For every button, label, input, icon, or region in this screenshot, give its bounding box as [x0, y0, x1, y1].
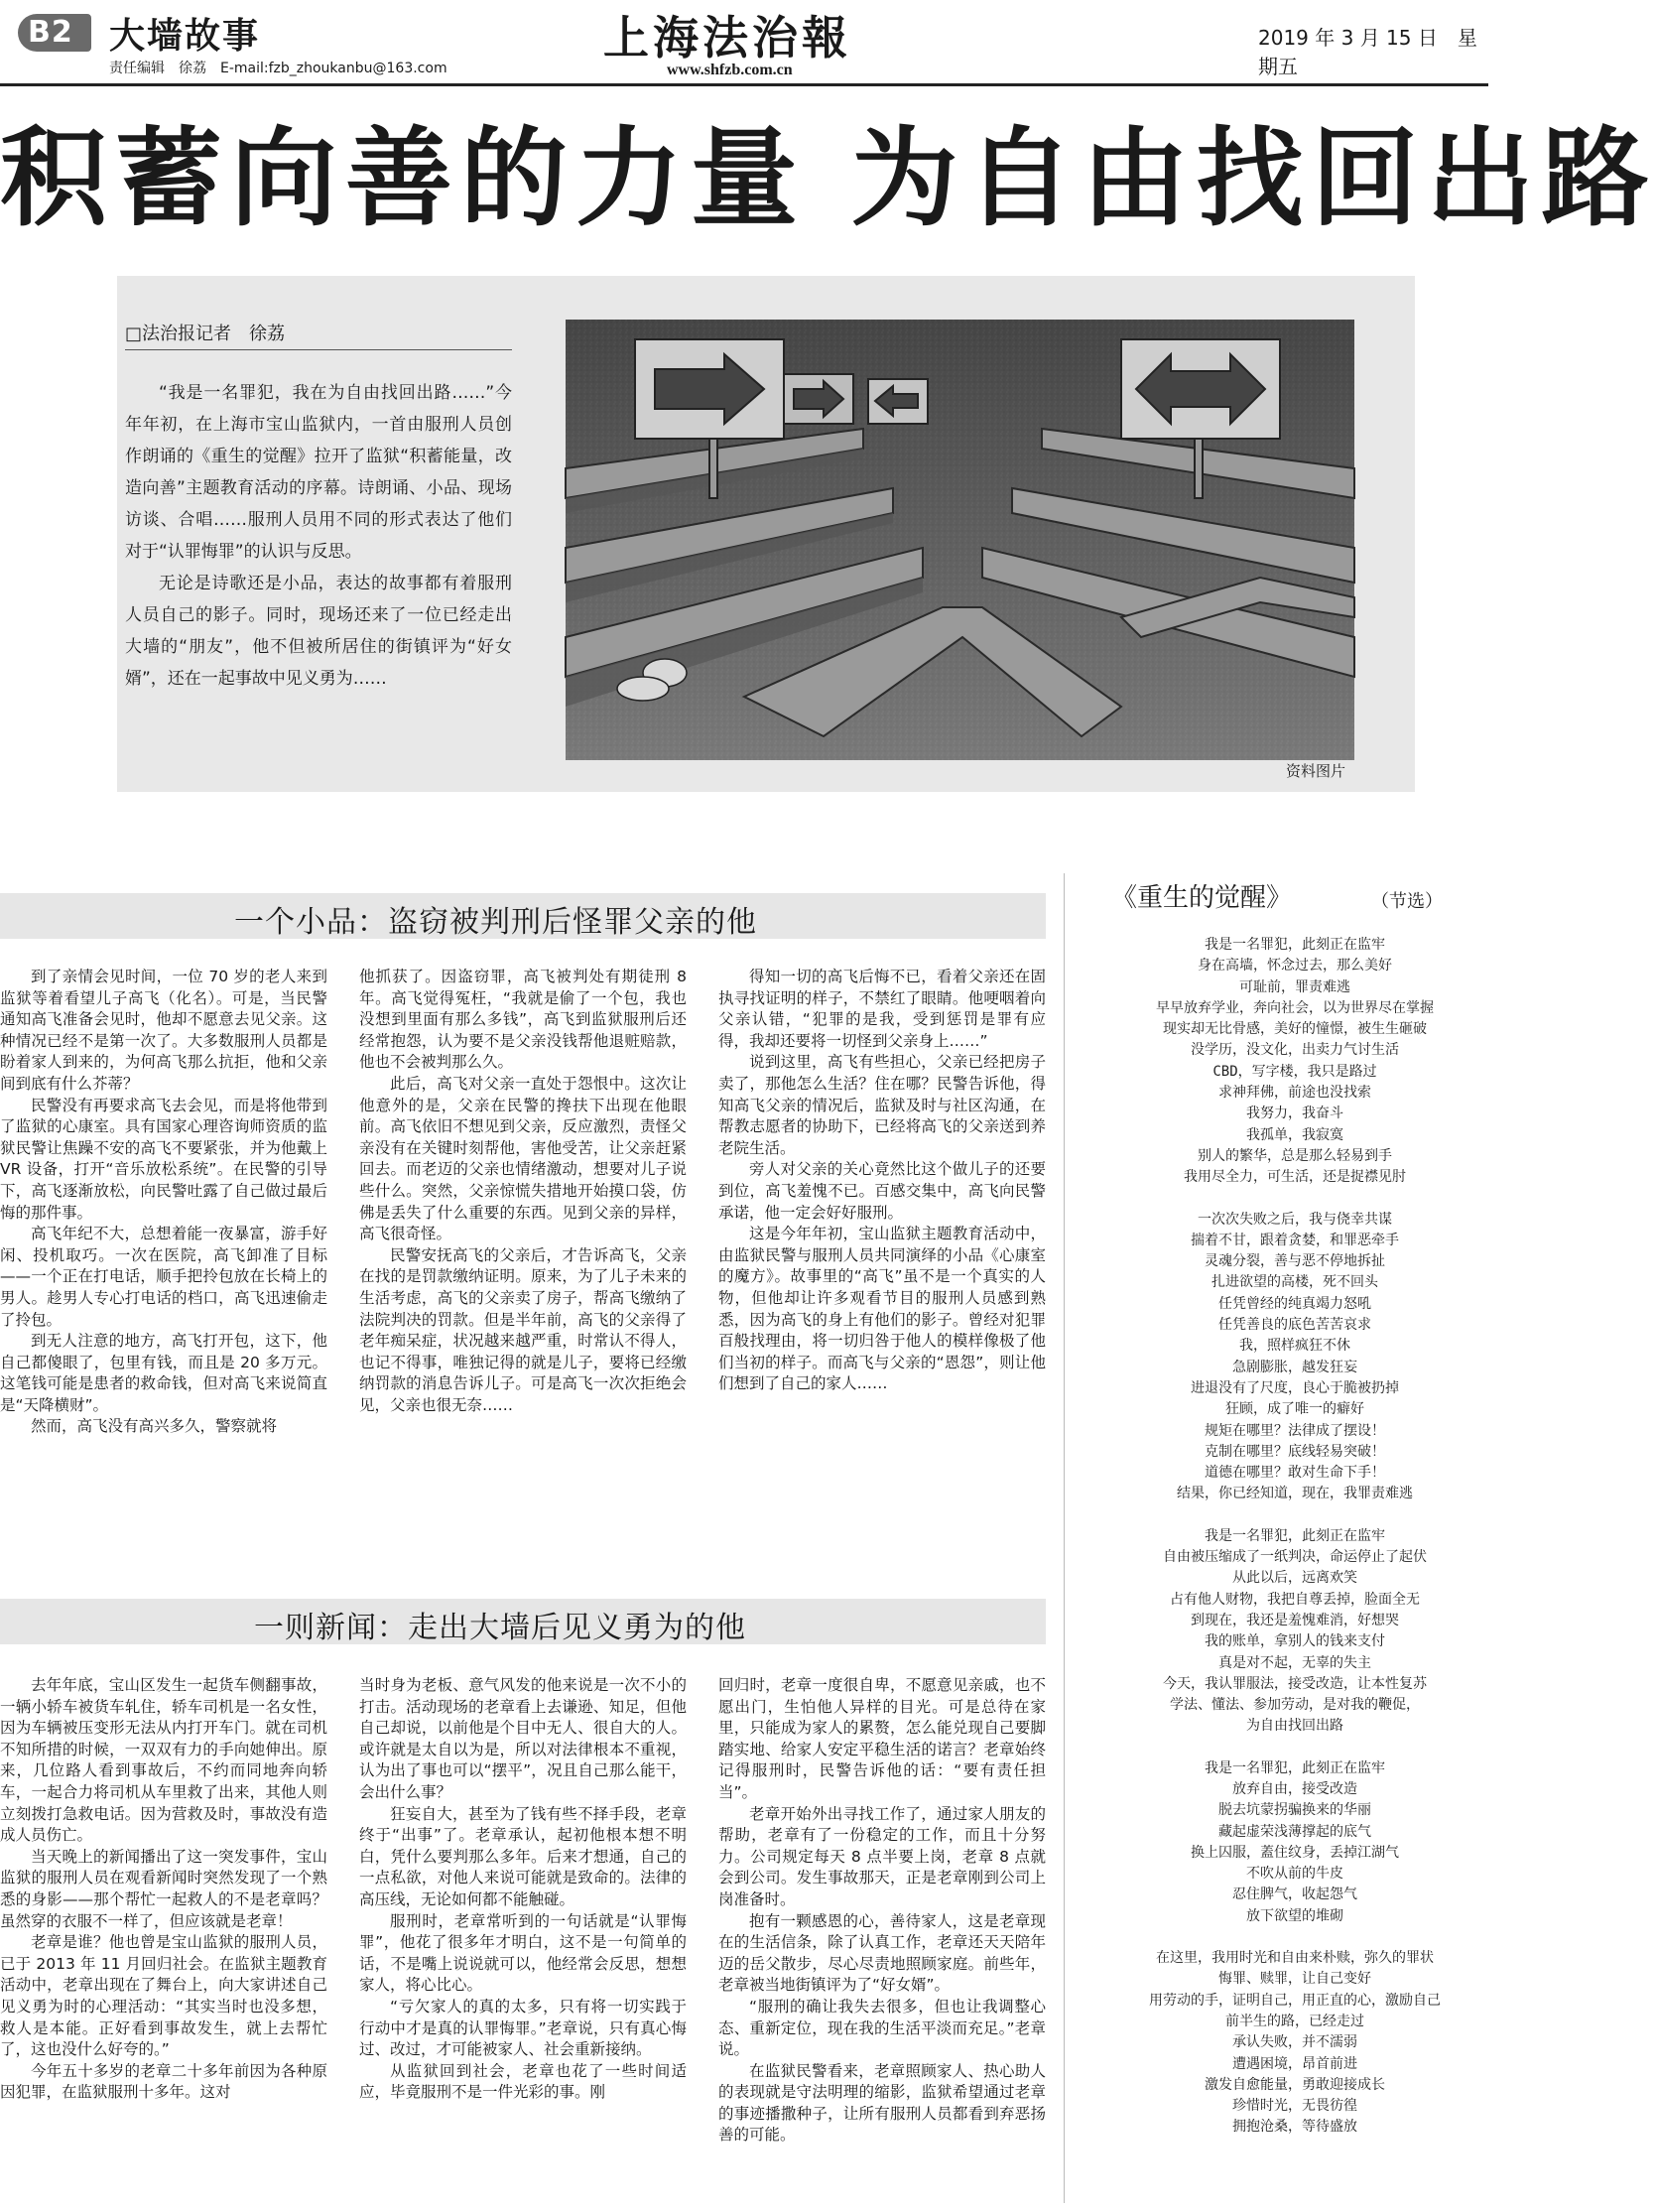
poem-line: 克制在哪里？底线轻易突破！ [1205, 1443, 1385, 1460]
poem-stanza [1111, 1210, 1478, 1505]
poem-line: 身在高墙，怀念过去，那么美好 [1198, 958, 1392, 975]
poem-line: 放下欲望的堆砌 [1246, 1907, 1343, 1924]
poem-line: 进退没有了尺度，良心于脆被扔掉 [1191, 1379, 1399, 1396]
section-title-skit: 一个小品：盗窃被判刑后怪罪父亲的他 [234, 905, 757, 940]
paragraph: 当天晚上的新闻播出了这一突发事件，宝山监狱的服刑人员在观看新闻时突然发现了一个熟悉的身影——那个帮忙一起救人的不是老章吗？虽然穿的衣服不一样了，但应该就是老章！ [0, 1847, 327, 1930]
paragraph: 今年五十多岁的老章二十多年前因为各种原因犯罪，在监狱服刑十多年。这对 [0, 2061, 327, 2102]
paragraph: 去年年底，宝山区发生一起货车侧翻事故，一辆小轿车被货车轧住，轿车司机是一名女性，因为车辆被压变形无法从内打开车门。就在司机不知所措的时候，一双双有力的手向她伸出。原来，几位路人看到事故后，不约而同地奔向轿车，一起合力将司机从车里救了出来，其他人则立刻拨打急救电话。因为营救及时，事故没有造成人员伤亡。 [0, 1676, 327, 1845]
paragraph: 然而，高飞没有高兴多久，警察就将 [31, 1417, 278, 1436]
poem-line: 忍住脾气，收起怨气 [1232, 1887, 1357, 1903]
maze-illustration-image [566, 320, 1354, 760]
poem-line: 我努力，我奋斗 [1246, 1106, 1343, 1122]
intro-paragraph: 无论是诗歌还是小品，表达的故事都有着服刑人员自己的影子。同时，现场还来了一位已经走出大墙的“朋友”，他不但被所居住的街镇评为“好女婿”，还在一起事故中见义勇为…… [125, 574, 512, 689]
poem-line: 我是一名罪犯，此刻正在监牢 [1205, 937, 1385, 953]
paragraph: 高飞年纪不大，总想着能一夜暴富，游手好闲、投机取巧。一次在医院，高飞卸准了目标——一个正在打电话，顺手把拎包放在长椅上的男人。趁男人专心打电话的档口，高飞迅速偷走了拎包。 [0, 1225, 327, 1329]
paragraph: “亏欠家人的真的太多，只有将一切实践于行动中才是真的认罪悔罪。”老章说，只有真心悔过、改过，才可能被家人、社会重新接纳。 [359, 1997, 687, 2059]
paragraph: 旁人对父亲的关心竟然比这个做儿子的还要到位，高飞羞愧不已。百感交集中，高飞向民警承诺，他一定会好好服刑。 [718, 1160, 1046, 1222]
paragraph: 到无人注意的地方，高飞打开包，这下，他自己都傻眼了，包里有钱，而且是 20 多万元。这笔钱可能是患者的救命钱，但对高飞来说简直是“天降横财”。 [0, 1332, 327, 1414]
poem-line: 放弃自由，接受改造 [1232, 1780, 1357, 1797]
poem-line: 道德在哪里？敢对生命下手！ [1205, 1465, 1385, 1482]
paragraph: 这是今年年初，宝山监狱主题教育活动中，由监狱民警与服刑人员共同演绎的小品《心康室的魔方》。故事里的“高飞”虽不是一个真实的人物，但他却让许多观看节目的服刑人员感到熟悉，因为高飞的身上有他们的影子。曾经对犯罪百般找理由，将一切归咎于他人的模样像极了他们当初的样子。而高飞与父亲的“恩怨”，则让他们想到了自己的家人…… [718, 1225, 1046, 1393]
photo-credit: 资料图片 [1286, 762, 1346, 780]
poem-stanza [1111, 1948, 1478, 2139]
poem-line: 悔罪、赎罪，让自己变好 [1218, 1971, 1371, 1988]
poem-line: 激发自愈能量，勇敢迎接成长 [1205, 2076, 1385, 2093]
paragraph: 狂妄自大，甚至为了钱有些不择手段，老章终于“出事”了。老章承认，起初他根本想不明白，凭什么要判那么多年。后来才想通，自己的一点私欲，对他人来说可能就是致命的。法律的高压线，无论如何都不能触碰。 [359, 1804, 687, 1908]
maze-illustration [566, 320, 1354, 760]
poem-line: 真是对不起，无辜的失主 [1218, 1654, 1371, 1671]
column-divider [1064, 873, 1065, 2203]
poem-line: 我孤单，我寂寞 [1246, 1126, 1343, 1143]
paragraph: “服刑的确让我失去很多，但也让我调整心态、重新定位，现在我的生活平淡而充足。”老章说。 [718, 1997, 1046, 2059]
poem-line: 承认失败，并不濡弱 [1232, 2034, 1357, 2051]
masthead-divider [0, 83, 1488, 86]
paragraph: 从监狱回到社会，老章也花了一些时间适应，毕竟服刑不是一件光彩的事。刚 [359, 2061, 687, 2102]
paragraph: 到了亲情会见时间，一位 70 岁的老人来到监狱等着看望儿子高飞（化名）。可是，当民警通知高飞准备会见时，他却不愿意去见父亲。这种情况已经不是第一次了。大多数服刑人员都是盼着家人到来的，为何高飞那么抗拒，他和父亲间到底有什么芥蒂？ [0, 968, 327, 1093]
byline-divider [125, 349, 512, 350]
poem-line: 别人的繁华，总是那么轻易到手 [1198, 1147, 1392, 1164]
poem-line: 狂顾，成了唯一的癖好 [1225, 1401, 1364, 1418]
publication-date: 2019 年 3 月 15 日 星期五 [1258, 26, 1477, 78]
intro-text [125, 377, 512, 695]
paragraph: 回归时，老章一度很自卑，不愿意见亲戚，也不愿出门，生怕他人异样的目光。可是总待在家里，只能成为家人的累赘，怎么能兑现自己要脚踏实地、给家人安定平稳生活的诺言？老章始终记得服刑时，民警告诉他的话：“要有责任担当”。 [718, 1676, 1046, 1801]
poem-line: 不吹从前的牛皮 [1246, 1866, 1343, 1883]
poem-line: 任凭曾经的纯真竭力怒吼 [1218, 1295, 1371, 1312]
section2-column-3 [718, 1675, 1046, 2147]
byline: □法治报记者 徐荔 [125, 324, 286, 344]
page-headline: 积蓄向善的力量 为自由找回出路 [0, 117, 1657, 241]
editor-line: 责任编辑 徐荔 E-mail:fzb_zhoukanbu@163.com [109, 61, 447, 76]
poem-line: 任凭善良的底色苦苦哀求 [1218, 1317, 1371, 1334]
poem-line: 拥抱沧桑，等待盛放 [1232, 2119, 1357, 2136]
poem-subtitle: （节选） [1371, 891, 1443, 912]
poem-line: 规矩在哪里？法律成了摆设！ [1205, 1422, 1385, 1439]
poem-line: 我，照样疯狂不休 [1239, 1338, 1350, 1355]
poem-body [1111, 935, 1478, 2159]
paragraph: 他抓获了。因盗窃罪，高飞被判处有期徒刑 8 年。高飞觉得冤枉，“我就是偷了一个包，我也没想到里面有那么多钱”，高飞到监狱服刑后还经常抱怨，认为要不是父亲没钱帮他退赃赔款，他也不会被判那么久。 [359, 968, 687, 1072]
poem-line: 早早放弃学业，奔向社会，以为世界尽在掌握 [1156, 999, 1434, 1016]
poem-line: 一次次失败之后，我与侥幸共谋 [1198, 1211, 1392, 1228]
poem-line: 结果，你已经知道，现在，我罪责难逃 [1177, 1486, 1413, 1502]
poem-line: 前半生的路，已经走过 [1225, 2013, 1364, 2029]
poem-line: 为自由找回出路 [1246, 1718, 1343, 1735]
section-title-news: 一则新闻：走出大墙后见义勇为的他 [254, 1611, 746, 1645]
poem-line: 我是一名罪犯，此刻正在监牢 [1205, 1759, 1385, 1776]
poem-line: 今天，我认罪服法，接受改造，让本性复苏 [1163, 1675, 1427, 1692]
newspaper-url[interactable]: www.shfzb.com.cn [667, 62, 793, 78]
poem-line: 可耻前，罪责难逃 [1239, 978, 1350, 995]
poem-line: 我用尽全力，可生活，还是捉襟见肘 [1184, 1169, 1406, 1186]
poem-line: CBD，写字楼，我只是路过 [1212, 1063, 1377, 1080]
paragraph: 老章是谁？他也曾是宝山监狱的服刑人员，已于 2013 年 11 月回归社会。在监狱主题教育活动中，老章出现在了舞台上，向大家讲述自己见义勇为时的心理活动：“其实当时也没多想，救人是本能。正好看到事故发生，就上去帮忙了，这也没什么好夸的。” [0, 1933, 327, 2059]
poem-line: 灵魂分裂，善与恶不停地拆扯 [1205, 1253, 1385, 1270]
paragraph: 服刑时，老章常听到的一句话就是“认罪悔罪”，他花了很多年才明白，这不是一句简单的话，不是嘴上说说就可以，他经常会反思，想想家人，将心比心。 [359, 1911, 687, 1995]
poem-line: 珍惜时光，无畏彷徨 [1232, 2098, 1357, 2115]
poem-line: 换上囚服，蓋住纹身，丢掉江湖气 [1191, 1844, 1399, 1861]
section1-column-3 [718, 967, 1046, 1395]
poem-line: 自由被压缩成了一纸判决，命运停止了起伏 [1163, 1549, 1427, 1566]
poem-line: 占有他人财物，我把自尊丢掉，脸面全无 [1170, 1591, 1420, 1608]
section1-column-2 [359, 967, 687, 1416]
paragraph: 抱有一颗感恩的心，善待家人，这是老章现在的生活信条，除了认真工作，老章还天天陪年迈的岳父散步，尽心尽责地照顾家庭。前些年，老章被当地街镇评为了“好女婿”。 [718, 1911, 1046, 1995]
paragraph: 老章开始外出寻找工作了，通过家人朋友的帮助，老章有了一份稳定的工作，而且十分努力。公司规定每天 8 点半要上岗，老章 8 点就会到公司。发生事故那天，正是老章刚到公司上岗准备时。 [718, 1804, 1046, 1908]
poem-line: 没学历，没文化，出卖力气讨生活 [1191, 1042, 1399, 1059]
paragraph: 在监狱民警看来，老章照顾家人、热心助人的表现就是守法明理的缩影，监狱希望通过老章的事迹播撒种子，让所有服刑人员都看到弃恶扬善的可能。 [718, 2061, 1046, 2145]
poem-title: 《重生的觉醒》 [1111, 883, 1293, 913]
poem-stanza [1111, 935, 1478, 1189]
poem-line: 扎进欲望的高楼，死不回头 [1211, 1274, 1378, 1291]
poem-line: 遭遇困境，昂首前进 [1232, 2055, 1357, 2072]
page-number-badge: B2 [18, 14, 91, 52]
poem-line: 我是一名罪犯，此刻正在监牢 [1205, 1527, 1385, 1544]
paragraph: 此后，高飞对父亲一直处于怨恨中。这次让他意外的是，父亲在民警的搀扶下出现在他眼前。高飞依旧不想见到父亲，反应激烈，责怪父亲没有在关键时刻帮他，害他受苦，让父亲赶紧回去。而老迈的父亲也情绪激动，想要对儿子说些什么。突然，父亲惊慌失措地开始摸口袋，仿佛是丢失了什么重要的东西。见到父亲的异样，高飞很奇怪。 [359, 1074, 687, 1243]
poem-line: 我的账单，拿别人的钱来支付 [1205, 1633, 1385, 1650]
paragraph: 民警安抚高飞的父亲后，才告诉高飞，父亲在找的是罚款缴纳证明。原来，为了儿子未来的生活考虑，高飞的父亲卖了房子，帮高飞缴纳了法院判决的罚款。但是半年前，高飞的父亲得了老年痴呆症，状况越来越严重，时常认不得人，也记不得事，唯独记得的就是儿子，要将已经缴纳罚款的消息告诉儿子。可是高飞一次次拒绝会见，父亲也很无奈…… [359, 1245, 687, 1414]
poem-line: 藏起虚荣浅薄撑起的底气 [1218, 1823, 1371, 1840]
newspaper-logo: 上海法治報 [603, 11, 851, 65]
poem-stanza [1111, 1526, 1478, 1738]
poem-line: 现实却无比骨感，美好的憧憬，被生生砸破 [1163, 1021, 1427, 1038]
section2-column-1 [0, 1675, 327, 2104]
poem-stanza [1111, 1758, 1478, 1927]
paragraph: 当时身为老板、意气风发的他来说是一次不小的打击。活动现场的老章看上去谦逊、知足，但他自己却说，以前他是个目中无人、很自大的人。或许就是太自以为是，所以对法律根本不重视，认为出了事也可以“摆平”，况且自己那么能干，会出什么事？ [359, 1676, 687, 1801]
poem-line: 从此以后，远离欢笑 [1232, 1570, 1357, 1587]
paragraph: 得知一切的高飞后悔不已，看着父亲还在固执寻找证明的样子，不禁红了眼睛。他哽咽着向父亲认错，“犯罪的是我，受到惩罚是罪有应得，我却还要将一切怪到父亲身上……” [718, 968, 1046, 1050]
poem-line: 脱去坑蒙拐骗换来的华丽 [1218, 1802, 1371, 1819]
section2-column-2 [359, 1675, 687, 2104]
poem-line: 求神拜佛，前途也没找索 [1218, 1085, 1371, 1102]
section-name: 大墙故事 [109, 16, 261, 57]
poem-line: 急剧膨胀，越发狂妄 [1232, 1359, 1357, 1375]
paragraph: 说到这里，高飞有些担心，父亲已经把房子卖了，那他怎么生活？住在哪？民警告诉他，得知高飞父亲的情况后，监狱及时与社区沟通，在帮教志愿者的协助下，已经将高飞的父亲送到养老院生活。 [718, 1053, 1046, 1157]
section1-column-1 [0, 967, 327, 1438]
poem-line: 学法、懂法、参加劳动，是对我的鞭促， [1170, 1697, 1420, 1714]
poem-line: 用劳动的手，证明自己，用正直的心，激励自己 [1149, 1992, 1441, 2009]
poem-line: 揣着不甘，跟着贪婪，和罪恶牵手 [1191, 1232, 1399, 1248]
poem-line: 在这里，我用时光和自由来朴赎，弥久的罪状 [1156, 1950, 1434, 1967]
intro-paragraph: “我是一名罪犯，我在为自由找回出路……”今年年初，在上海市宝山监狱内，一首由服刑人员创作朗诵的《重生的觉醒》拉开了监狱“积蓄能量，改造向善”主题教育活动的序幕。诗朗诵、小品、现场访谈、合唱……服刑人员用不同的形式表达了他们对于“认罪悔罪”的认识与反思。 [125, 383, 512, 562]
poem-line: 到现在，我还是羞愧难消，好想哭 [1191, 1612, 1399, 1628]
paragraph: 民警没有再要求高飞去会见，而是将他带到了监狱的心康室。具有国家心理咨询师资质的监狱民警让焦躁不安的高飞不要紧张，并为他戴上 VR 设备，打开“音乐放松系统”。在民警的引导下，高飞逐渐放松，向民警吐露了自己做过最后悔的那件事。 [0, 1096, 327, 1222]
